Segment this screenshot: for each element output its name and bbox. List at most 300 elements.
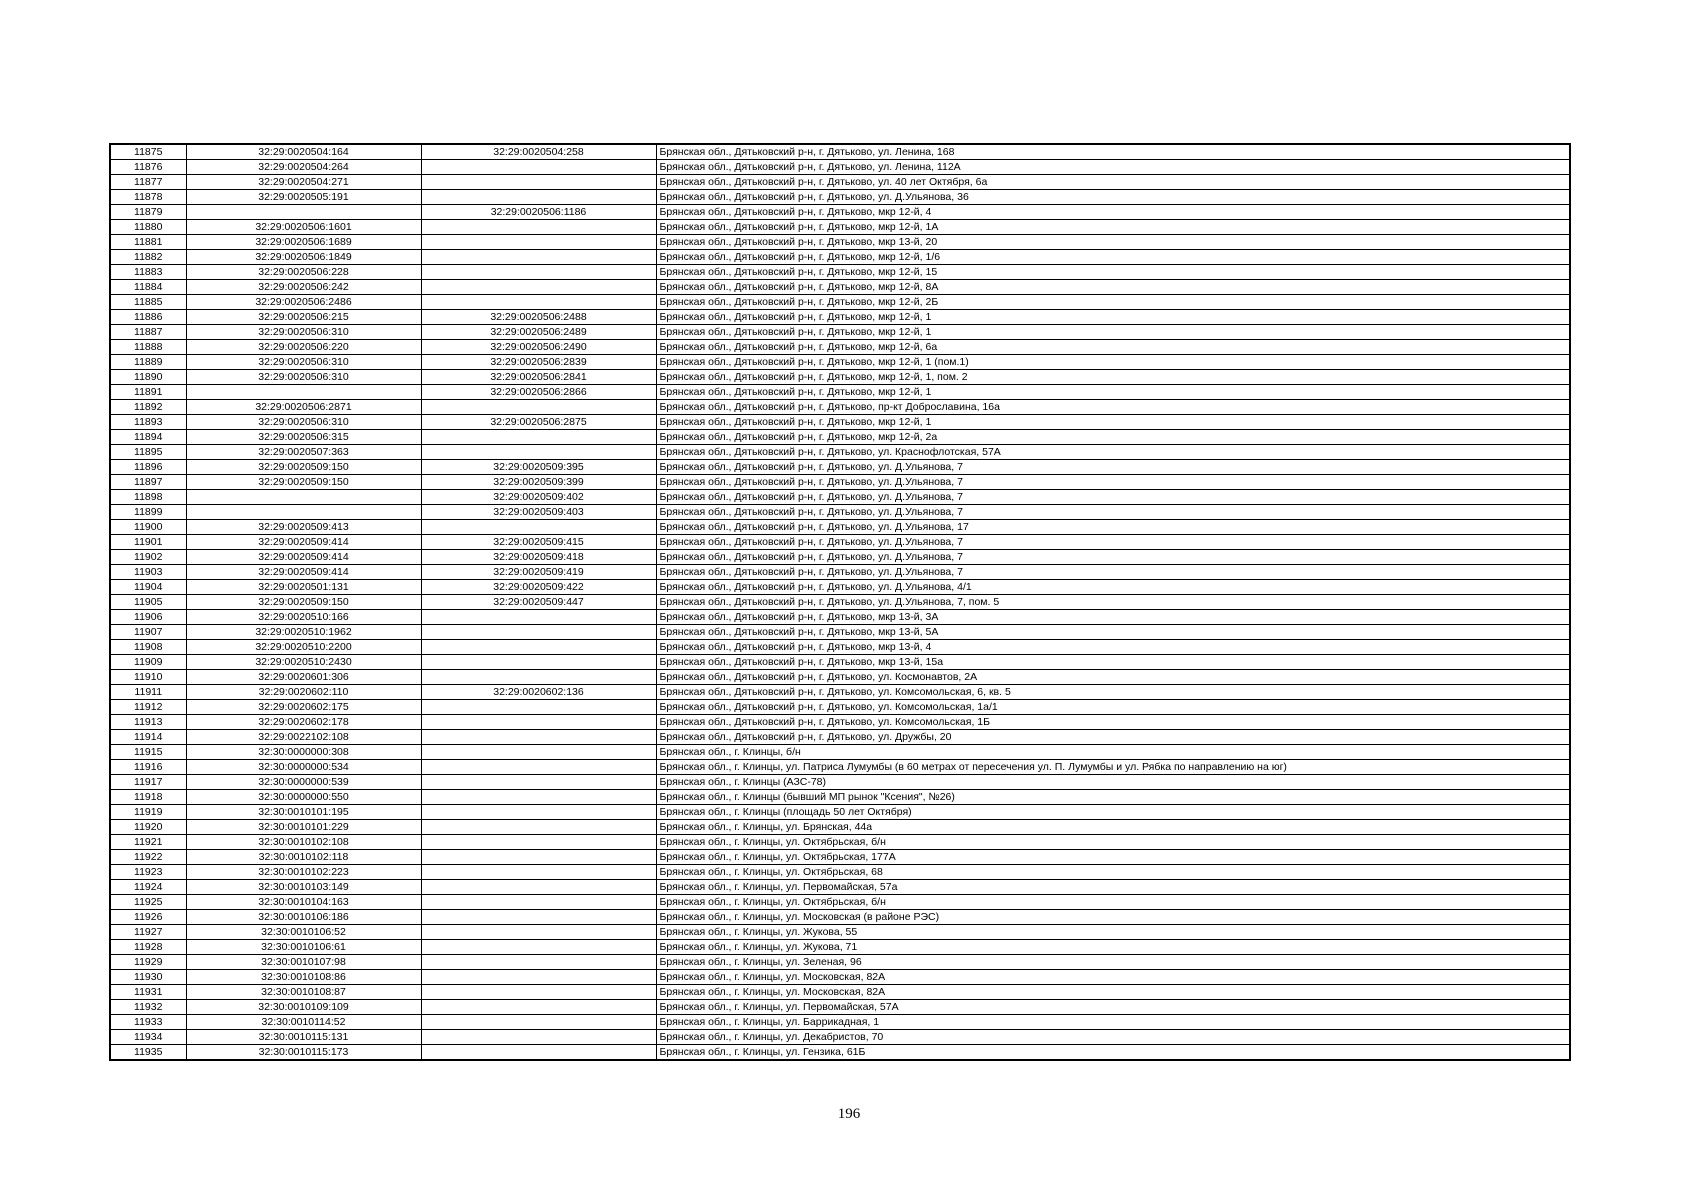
address-cell: Брянская обл., г. Клинцы, ул. Московская, 82А — [656, 985, 1570, 1000]
cadastral-number-cell: 32:29:0020509:413 — [186, 520, 421, 535]
table-row — [110, 235, 1570, 250]
address-cell: Брянская обл., Дятьковский р-н, г. Дятьково, мкр 12-й, 1 — [656, 310, 1570, 325]
table-row — [110, 745, 1570, 760]
related-cadastral-number-cell — [421, 265, 656, 280]
related-cadastral-number-cell: 32:29:0020509:447 — [421, 595, 656, 610]
cadastral-number-cell: 32:30:0010115:131 — [186, 1030, 421, 1045]
cadastral-number-cell: 32:30:0010109:109 — [186, 1000, 421, 1015]
related-cadastral-number-cell — [421, 910, 656, 925]
row-number-cell: 11910 — [110, 670, 186, 685]
row-number-cell: 11923 — [110, 865, 186, 880]
address-cell: Брянская обл., Дятьковский р-н, г. Дятьково, мкр 13-й, 5А — [656, 625, 1570, 640]
related-cadastral-number-cell — [421, 190, 656, 205]
table-row — [110, 775, 1570, 790]
registry-table-body — [110, 144, 1570, 1060]
cadastral-number-cell: 32:29:0020506:310 — [186, 370, 421, 385]
table-row — [110, 175, 1570, 190]
address-cell: Брянская обл., Дятьковский р-н, г. Дятьково, ул. Д.Ульянова, 7 — [656, 475, 1570, 490]
related-cadastral-number-cell — [421, 430, 656, 445]
address-cell: Брянская обл., г. Клинцы, ул. Жукова, 71 — [656, 940, 1570, 955]
table-row — [110, 760, 1570, 775]
cadastral-number-cell: 32:29:0020507:363 — [186, 445, 421, 460]
related-cadastral-number-cell — [421, 250, 656, 265]
address-cell: Брянская обл., Дятьковский р-н, г. Дятьково, пр-кт Доброславина, 16а — [656, 400, 1570, 415]
related-cadastral-number-cell — [421, 940, 656, 955]
related-cadastral-number-cell — [421, 625, 656, 640]
address-cell: Брянская обл., Дятьковский р-н, г. Дятьково, мкр 12-й, 15 — [656, 265, 1570, 280]
table-row — [110, 730, 1570, 745]
related-cadastral-number-cell — [421, 160, 656, 175]
cadastral-number-cell: 32:30:0010104:163 — [186, 895, 421, 910]
related-cadastral-number-cell: 32:29:0020506:2839 — [421, 355, 656, 370]
address-cell: Брянская обл., г. Клинцы, ул. Гензика, 61Б — [656, 1045, 1570, 1061]
address-cell: Брянская обл., г. Клинцы, б/н — [656, 745, 1570, 760]
table-row — [110, 940, 1570, 955]
related-cadastral-number-cell: 32:29:0020509:399 — [421, 475, 656, 490]
related-cadastral-number-cell — [421, 985, 656, 1000]
address-cell: Брянская обл., Дятьковский р-н, г. Дятьково, ул. 40 лет Октября, 6а — [656, 175, 1570, 190]
address-cell: Брянская обл., Дятьковский р-н, г. Дятьково, мкр 12-й, 2а — [656, 430, 1570, 445]
cadastral-number-cell: 32:29:0020505:191 — [186, 190, 421, 205]
cadastral-number-cell: 32:29:0020504:264 — [186, 160, 421, 175]
cadastral-number-cell: 32:30:0010107:98 — [186, 955, 421, 970]
table-row — [110, 325, 1570, 340]
related-cadastral-number-cell — [421, 775, 656, 790]
row-number-cell: 11876 — [110, 160, 186, 175]
related-cadastral-number-cell — [421, 820, 656, 835]
address-cell: Брянская обл., Дятьковский р-н, г. Дятьково, ул. Космонавтов, 2А — [656, 670, 1570, 685]
table-row — [110, 1000, 1570, 1015]
related-cadastral-number-cell: 32:29:0020506:2490 — [421, 340, 656, 355]
row-number-cell: 11919 — [110, 805, 186, 820]
related-cadastral-number-cell — [421, 520, 656, 535]
address-cell: Брянская обл., Дятьковский р-н, г. Дятьково, ул. Краснофлотская, 57А — [656, 445, 1570, 460]
cadastral-number-cell: 32:29:0020509:414 — [186, 565, 421, 580]
row-number-cell: 11922 — [110, 850, 186, 865]
table-row — [110, 595, 1570, 610]
row-number-cell: 11921 — [110, 835, 186, 850]
address-cell: Брянская обл., Дятьковский р-н, г. Дятьково, мкр 12-й, 1 — [656, 325, 1570, 340]
table-row — [110, 985, 1570, 1000]
related-cadastral-number-cell: 32:29:0020509:422 — [421, 580, 656, 595]
address-cell: Брянская обл., Дятьковский р-н, г. Дятьково, мкр 12-й, 1 — [656, 385, 1570, 400]
row-number-cell: 11889 — [110, 355, 186, 370]
related-cadastral-number-cell — [421, 235, 656, 250]
cadastral-number-cell: 32:29:0020510:1962 — [186, 625, 421, 640]
table-row — [110, 535, 1570, 550]
address-cell: Брянская обл., Дятьковский р-н, г. Дятьково, мкр 12-й, 1 — [656, 415, 1570, 430]
related-cadastral-number-cell — [421, 895, 656, 910]
related-cadastral-number-cell — [421, 1015, 656, 1030]
cadastral-number-cell: 32:29:0020510:2200 — [186, 640, 421, 655]
related-cadastral-number-cell — [421, 760, 656, 775]
cadastral-number-cell: 32:29:0020504:164 — [186, 144, 421, 160]
table-row — [110, 505, 1570, 520]
table-row — [110, 625, 1570, 640]
cadastral-number-cell: 32:29:0022102:108 — [186, 730, 421, 745]
related-cadastral-number-cell: 32:29:0020509:403 — [421, 505, 656, 520]
related-cadastral-number-cell: 32:29:0020506:2489 — [421, 325, 656, 340]
row-number-cell: 11879 — [110, 205, 186, 220]
related-cadastral-number-cell: 32:29:0020506:1186 — [421, 205, 656, 220]
row-number-cell: 11891 — [110, 385, 186, 400]
address-cell: Брянская обл., Дятьковский р-н, г. Дятьково, ул. Д.Ульянова, 7 — [656, 505, 1570, 520]
table-row — [110, 460, 1570, 475]
related-cadastral-number-cell — [421, 400, 656, 415]
address-cell: Брянская обл., Дятьковский р-н, г. Дятьково, ул. Комсомольская, 6, кв. 5 — [656, 685, 1570, 700]
cadastral-number-cell: 32:29:0020506:310 — [186, 415, 421, 430]
table-row — [110, 865, 1570, 880]
related-cadastral-number-cell: 32:29:0020506:2488 — [421, 310, 656, 325]
related-cadastral-number-cell — [421, 925, 656, 940]
table-row — [110, 445, 1570, 460]
address-cell: Брянская обл., Дятьковский р-н, г. Дятьково, мкр 12-й, 8А — [656, 280, 1570, 295]
table-row — [110, 610, 1570, 625]
row-number-cell: 11905 — [110, 595, 186, 610]
row-number-cell: 11931 — [110, 985, 186, 1000]
row-number-cell: 11877 — [110, 175, 186, 190]
row-number-cell: 11932 — [110, 1000, 186, 1015]
row-number-cell: 11885 — [110, 295, 186, 310]
cadastral-number-cell: 32:29:0020509:414 — [186, 550, 421, 565]
table-row — [110, 415, 1570, 430]
cadastral-number-cell: 32:30:0000000:539 — [186, 775, 421, 790]
cadastral-number-cell: 32:30:0000000:308 — [186, 745, 421, 760]
row-number-cell: 11914 — [110, 730, 186, 745]
cadastral-number-cell: 32:30:0010108:86 — [186, 970, 421, 985]
address-cell: Брянская обл., г. Клинцы, ул. Первомайская, 57а — [656, 880, 1570, 895]
row-number-cell: 11888 — [110, 340, 186, 355]
cadastral-number-cell: 32:30:0010102:223 — [186, 865, 421, 880]
cadastral-number-cell: 32:29:0020509:150 — [186, 595, 421, 610]
address-cell: Брянская обл., г. Клинцы, ул. Октябрьская, 68 — [656, 865, 1570, 880]
cadastral-number-cell: 32:29:0020509:150 — [186, 460, 421, 475]
related-cadastral-number-cell — [421, 445, 656, 460]
table-row — [110, 310, 1570, 325]
related-cadastral-number-cell: 32:29:0020506:2841 — [421, 370, 656, 385]
related-cadastral-number-cell — [421, 1045, 656, 1061]
cadastral-number-cell: 32:29:0020506:2486 — [186, 295, 421, 310]
address-cell: Брянская обл., Дятьковский р-н, г. Дятьково, мкр 13-й, 4 — [656, 640, 1570, 655]
address-cell: Брянская обл., г. Клинцы, ул. Жукова, 55 — [656, 925, 1570, 940]
table-row — [110, 1045, 1570, 1061]
row-number-cell: 11894 — [110, 430, 186, 445]
table-row — [110, 400, 1570, 415]
related-cadastral-number-cell — [421, 880, 656, 895]
related-cadastral-number-cell: 32:29:0020506:2866 — [421, 385, 656, 400]
related-cadastral-number-cell — [421, 220, 656, 235]
table-row — [110, 370, 1570, 385]
address-cell: Брянская обл., Дятьковский р-н, г. Дятьково, мкр 12-й, 4 — [656, 205, 1570, 220]
table-row — [110, 295, 1570, 310]
row-number-cell: 11897 — [110, 475, 186, 490]
related-cadastral-number-cell — [421, 655, 656, 670]
cadastral-number-cell: 32:29:0020506:220 — [186, 340, 421, 355]
related-cadastral-number-cell — [421, 295, 656, 310]
row-number-cell: 11899 — [110, 505, 186, 520]
cadastral-number-cell — [186, 385, 421, 400]
related-cadastral-number-cell: 32:29:0020506:2875 — [421, 415, 656, 430]
cadastral-number-cell: 32:30:0010115:173 — [186, 1045, 421, 1061]
table-row — [110, 340, 1570, 355]
row-number-cell: 11918 — [110, 790, 186, 805]
address-cell: Брянская обл., г. Клинцы (площадь 50 лет Октября) — [656, 805, 1570, 820]
address-cell: Брянская обл., Дятьковский р-н, г. Дятьково, мкр 12-й, 1А — [656, 220, 1570, 235]
related-cadastral-number-cell — [421, 805, 656, 820]
related-cadastral-number-cell — [421, 970, 656, 985]
table-row — [110, 160, 1570, 175]
related-cadastral-number-cell — [421, 790, 656, 805]
row-number-cell: 11878 — [110, 190, 186, 205]
cadastral-number-cell: 32:29:0020602:175 — [186, 700, 421, 715]
table-row — [110, 685, 1570, 700]
address-cell: Брянская обл., г. Клинцы, ул. Московская (в районе РЭС) — [656, 910, 1570, 925]
related-cadastral-number-cell — [421, 700, 656, 715]
registry-table — [109, 143, 1571, 1061]
cadastral-number-cell: 32:29:0020510:166 — [186, 610, 421, 625]
related-cadastral-number-cell — [421, 1000, 656, 1015]
address-cell: Брянская обл., г. Клинцы (бывший МП рынок "Ксения", №26) — [656, 790, 1570, 805]
row-number-cell: 11913 — [110, 715, 186, 730]
row-number-cell: 11915 — [110, 745, 186, 760]
cadastral-number-cell: 32:30:0010101:229 — [186, 820, 421, 835]
row-number-cell: 11903 — [110, 565, 186, 580]
row-number-cell: 11916 — [110, 760, 186, 775]
table-row — [110, 655, 1570, 670]
cadastral-number-cell: 32:30:0010114:52 — [186, 1015, 421, 1030]
related-cadastral-number-cell: 32:29:0020509:395 — [421, 460, 656, 475]
address-cell: Брянская обл., Дятьковский р-н, г. Дятьково, мкр 12-й, 6а — [656, 340, 1570, 355]
row-number-cell: 11875 — [110, 144, 186, 160]
address-cell: Брянская обл., Дятьковский р-н, г. Дятьково, мкр 13-й, 3А — [656, 610, 1570, 625]
table-row — [110, 835, 1570, 850]
row-number-cell: 11912 — [110, 700, 186, 715]
related-cadastral-number-cell — [421, 955, 656, 970]
address-cell: Брянская обл., Дятьковский р-н, г. Дятьково, ул. Д.Ульянова, 7 — [656, 550, 1570, 565]
address-cell: Брянская обл., Дятьковский р-н, г. Дятьково, ул. Д.Ульянова, 36 — [656, 190, 1570, 205]
address-cell: Брянская обл., г. Клинцы, ул. Брянская, 44а — [656, 820, 1570, 835]
row-number-cell: 11882 — [110, 250, 186, 265]
cadastral-number-cell: 32:29:0020506:242 — [186, 280, 421, 295]
address-cell: Брянская обл., Дятьковский р-н, г. Дятьково, ул. Комсомольская, 1Б — [656, 715, 1570, 730]
cadastral-number-cell: 32:30:0000000:550 — [186, 790, 421, 805]
cadastral-number-cell: 32:29:0020602:110 — [186, 685, 421, 700]
address-cell: Брянская обл., Дятьковский р-н, г. Дятьково, мкр 12-й, 1 (пом.1) — [656, 355, 1570, 370]
row-number-cell: 11926 — [110, 910, 186, 925]
table-row — [110, 265, 1570, 280]
cadastral-number-cell: 32:29:0020506:310 — [186, 325, 421, 340]
address-cell: Брянская обл., Дятьковский р-н, г. Дятьково, ул. Дружбы, 20 — [656, 730, 1570, 745]
row-number-cell: 11935 — [110, 1045, 186, 1061]
cadastral-number-cell: 32:29:0020504:271 — [186, 175, 421, 190]
table-row — [110, 144, 1570, 160]
row-number-cell: 11880 — [110, 220, 186, 235]
row-number-cell: 11930 — [110, 970, 186, 985]
related-cadastral-number-cell — [421, 175, 656, 190]
address-cell: Брянская обл., г. Клинцы (АЗС-78) — [656, 775, 1570, 790]
table-row — [110, 355, 1570, 370]
address-cell: Брянская обл., г. Клинцы, ул. Октябрьская, б/н — [656, 835, 1570, 850]
address-cell: Брянская обл., Дятьковский р-н, г. Дятьково, мкр 12-й, 2Б — [656, 295, 1570, 310]
row-number-cell: 11929 — [110, 955, 186, 970]
cadastral-number-cell: 32:29:0020602:178 — [186, 715, 421, 730]
table-row — [110, 700, 1570, 715]
related-cadastral-number-cell — [421, 865, 656, 880]
row-number-cell: 11911 — [110, 685, 186, 700]
table-row — [110, 670, 1570, 685]
table-row — [110, 490, 1570, 505]
related-cadastral-number-cell: 32:29:0020509:419 — [421, 565, 656, 580]
row-number-cell: 11909 — [110, 655, 186, 670]
address-cell: Брянская обл., Дятьковский р-н, г. Дятьково, мкр 12-й, 1/6 — [656, 250, 1570, 265]
cadastral-number-cell: 32:29:0020506:315 — [186, 430, 421, 445]
table-row — [110, 190, 1570, 205]
address-cell: Брянская обл., Дятьковский р-н, г. Дятьково, ул. Д.Ульянова, 7 — [656, 460, 1570, 475]
related-cadastral-number-cell: 32:29:0020509:418 — [421, 550, 656, 565]
address-cell: Брянская обл., Дятьковский р-н, г. Дятьково, мкр 13-й, 15а — [656, 655, 1570, 670]
cadastral-number-cell: 32:29:0020506:1689 — [186, 235, 421, 250]
address-cell: Брянская обл., Дятьковский р-н, г. Дятьково, ул. Д.Ульянова, 7 — [656, 535, 1570, 550]
cadastral-number-cell: 32:30:0010103:149 — [186, 880, 421, 895]
cadastral-number-cell: 32:29:0020506:228 — [186, 265, 421, 280]
table-row — [110, 1015, 1570, 1030]
address-cell: Брянская обл., г. Клинцы, ул. Московская, 82А — [656, 970, 1570, 985]
cadastral-number-cell: 32:29:0020506:215 — [186, 310, 421, 325]
table-row — [110, 520, 1570, 535]
address-cell: Брянская обл., Дятьковский р-н, г. Дятьково, ул. Ленина, 112А — [656, 160, 1570, 175]
table-row — [110, 955, 1570, 970]
related-cadastral-number-cell — [421, 835, 656, 850]
cadastral-number-cell: 32:29:0020506:2871 — [186, 400, 421, 415]
address-cell: Брянская обл., г. Клинцы, ул. Баррикадная, 1 — [656, 1015, 1570, 1030]
row-number-cell: 11901 — [110, 535, 186, 550]
related-cadastral-number-cell — [421, 670, 656, 685]
row-number-cell: 11927 — [110, 925, 186, 940]
table-row — [110, 880, 1570, 895]
row-number-cell: 11886 — [110, 310, 186, 325]
table-row — [110, 205, 1570, 220]
row-number-cell: 11906 — [110, 610, 186, 625]
cadastral-number-cell: 32:29:0020601:306 — [186, 670, 421, 685]
cadastral-number-cell: 32:29:0020509:150 — [186, 475, 421, 490]
cadastral-number-cell: 32:29:0020501:131 — [186, 580, 421, 595]
related-cadastral-number-cell — [421, 640, 656, 655]
related-cadastral-number-cell — [421, 715, 656, 730]
related-cadastral-number-cell: 32:29:0020509:415 — [421, 535, 656, 550]
table-row — [110, 910, 1570, 925]
address-cell: Брянская обл., Дятьковский р-н, г. Дятьково, мкр 12-й, 1, пом. 2 — [656, 370, 1570, 385]
cadastral-number-cell — [186, 205, 421, 220]
cadastral-number-cell — [186, 505, 421, 520]
related-cadastral-number-cell — [421, 1030, 656, 1045]
table-row — [110, 1030, 1570, 1045]
row-number-cell: 11908 — [110, 640, 186, 655]
table-row — [110, 925, 1570, 940]
table-row — [110, 850, 1570, 865]
row-number-cell: 11920 — [110, 820, 186, 835]
table-row — [110, 895, 1570, 910]
related-cadastral-number-cell: 32:29:0020602:136 — [421, 685, 656, 700]
related-cadastral-number-cell — [421, 850, 656, 865]
address-cell: Брянская обл., г. Клинцы, ул. Патриса Лумумбы (в 60 метрах от пересечения ул. П. Лумумбы и ул. Рябка по направлению на юг) — [656, 760, 1570, 775]
row-number-cell: 11893 — [110, 415, 186, 430]
row-number-cell: 11924 — [110, 880, 186, 895]
cadastral-number-cell — [186, 490, 421, 505]
related-cadastral-number-cell: 32:29:0020509:402 — [421, 490, 656, 505]
row-number-cell: 11933 — [110, 1015, 186, 1030]
cadastral-number-cell: 32:30:0010101:195 — [186, 805, 421, 820]
cadastral-number-cell: 32:29:0020506:1849 — [186, 250, 421, 265]
address-cell: Брянская обл., Дятьковский р-н, г. Дятьково, ул. Д.Ульянова, 7 — [656, 490, 1570, 505]
row-number-cell: 11904 — [110, 580, 186, 595]
address-cell: Брянская обл., г. Клинцы, ул. Октябрьская, б/н — [656, 895, 1570, 910]
table-row — [110, 805, 1570, 820]
cadastral-number-cell: 32:30:0010102:108 — [186, 835, 421, 850]
address-cell: Брянская обл., Дятьковский р-н, г. Дятьково, ул. Ленина, 168 — [656, 144, 1570, 160]
related-cadastral-number-cell — [421, 745, 656, 760]
table-row — [110, 250, 1570, 265]
address-cell: Брянская обл., Дятьковский р-н, г. Дятьково, ул. Д.Ульянова, 7, пом. 5 — [656, 595, 1570, 610]
row-number-cell: 11883 — [110, 265, 186, 280]
row-number-cell: 11934 — [110, 1030, 186, 1045]
table-row — [110, 970, 1570, 985]
address-cell: Брянская обл., г. Клинцы, ул. Декабристов, 70 — [656, 1030, 1570, 1045]
table-row — [110, 550, 1570, 565]
table-row — [110, 580, 1570, 595]
address-cell: Брянская обл., Дятьковский р-н, г. Дятьково, ул. Д.Ульянова, 4/1 — [656, 580, 1570, 595]
cadastral-number-cell: 32:29:0020509:414 — [186, 535, 421, 550]
row-number-cell: 11887 — [110, 325, 186, 340]
address-cell: Брянская обл., Дятьковский р-н, г. Дятьково, ул. Д.Ульянова, 7 — [656, 565, 1570, 580]
cadastral-number-cell: 32:29:0020510:2430 — [186, 655, 421, 670]
address-cell: Брянская обл., г. Клинцы, ул. Зеленая, 96 — [656, 955, 1570, 970]
table-row — [110, 220, 1570, 235]
table-row — [110, 790, 1570, 805]
address-cell: Брянская обл., г. Клинцы, ул. Первомайская, 57А — [656, 1000, 1570, 1015]
table-row — [110, 430, 1570, 445]
address-cell: Брянская обл., г. Клинцы, ул. Октябрьская, 177А — [656, 850, 1570, 865]
row-number-cell: 11928 — [110, 940, 186, 955]
table-row — [110, 715, 1570, 730]
row-number-cell: 11917 — [110, 775, 186, 790]
cadastral-number-cell: 32:30:0010102:118 — [186, 850, 421, 865]
table-row — [110, 820, 1570, 835]
row-number-cell: 11902 — [110, 550, 186, 565]
cadastral-number-cell: 32:30:0010106:52 — [186, 925, 421, 940]
row-number-cell: 11907 — [110, 625, 186, 640]
table-row — [110, 565, 1570, 580]
cadastral-number-cell: 32:29:0020506:310 — [186, 355, 421, 370]
table-row — [110, 475, 1570, 490]
cadastral-number-cell: 32:30:0010108:87 — [186, 985, 421, 1000]
cadastral-number-cell: 32:30:0010106:186 — [186, 910, 421, 925]
row-number-cell: 11892 — [110, 400, 186, 415]
address-cell: Брянская обл., Дятьковский р-н, г. Дятьково, мкр 13-й, 20 — [656, 235, 1570, 250]
address-cell: Брянская обл., Дятьковский р-н, г. Дятьково, ул. Комсомольская, 1а/1 — [656, 700, 1570, 715]
related-cadastral-number-cell — [421, 730, 656, 745]
row-number-cell: 11898 — [110, 490, 186, 505]
row-number-cell: 11900 — [110, 520, 186, 535]
row-number-cell: 11881 — [110, 235, 186, 250]
row-number-cell: 11896 — [110, 460, 186, 475]
row-number-cell: 11895 — [110, 445, 186, 460]
cadastral-number-cell: 32:29:0020506:1601 — [186, 220, 421, 235]
related-cadastral-number-cell — [421, 280, 656, 295]
cadastral-number-cell: 32:30:0010106:61 — [186, 940, 421, 955]
row-number-cell: 11925 — [110, 895, 186, 910]
page-number: 196 — [837, 1106, 861, 1122]
row-number-cell: 11884 — [110, 280, 186, 295]
